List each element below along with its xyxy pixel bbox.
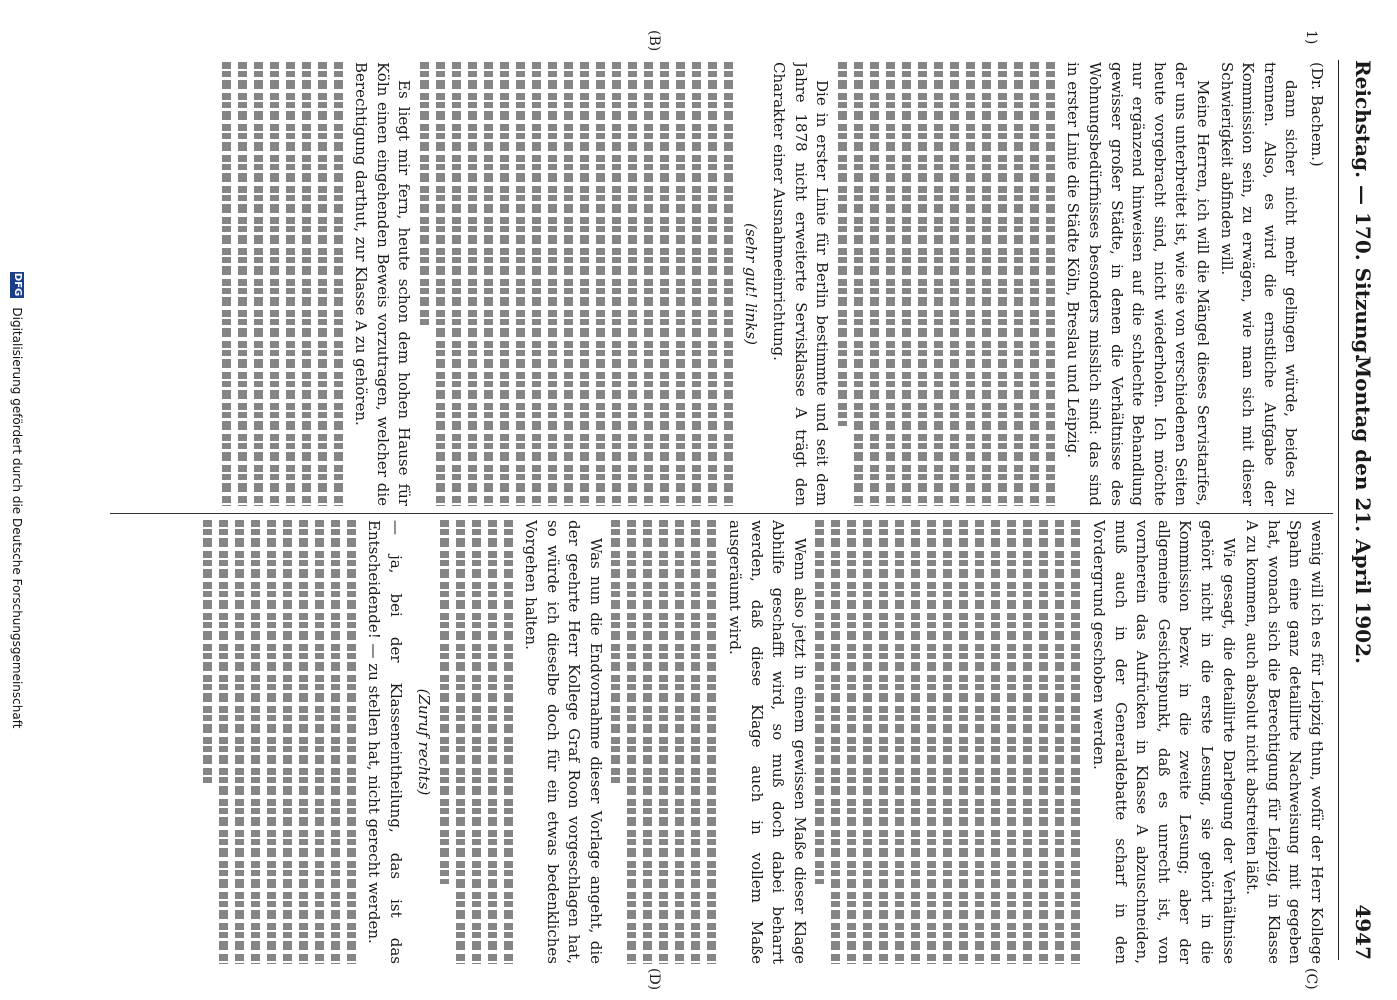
digitization-footer xyxy=(10,0,25,1000)
right-paragraph: Wenn also jetzt in einem gewissen Maße dieser Klage Abhilfe geschafft wird, so muß doch dabei beharrt werden, daß diese Klage auch in vollem Maße ausgeräumt wird. xyxy=(726,520,809,964)
left-paragraph: Die in erster Linie für Berlin bestimmte und seit dem Jahre 1878 nicht erweiterte Servisklasse A trägt den Charakter einer Ausnahmeeinrichtung. xyxy=(770,62,832,506)
header-left-title: Reichstag. — 170. Sitzung. xyxy=(1351,60,1375,361)
interjection: (sehr gut! links) xyxy=(742,222,761,345)
illegible-text-block xyxy=(203,520,356,964)
illegible-text-block xyxy=(612,520,717,964)
illegible-text-block xyxy=(420,62,733,506)
left-paragraph: dann sicher nicht mehr gelingen würde, beides zu trennen. Also, es wird die ernstliche Aufgabe der Kommission sein, zu erwägen, wie man sich mit dieser Schwierigkeit abfinden will. xyxy=(1217,62,1301,506)
page-number: 4947 xyxy=(1351,904,1375,960)
right-column xyxy=(110,520,1327,964)
right-paragraph: Was nun die Endvornahme dieser Vorlage angeht, die der geehrte Herr Kollege Graf Roon vorgeschlagen hat, so würde ich dieselbe doch für ein etwas bedenkliches Vorgehen halten. xyxy=(522,520,605,964)
dfg-logo-icon: DFG xyxy=(12,272,23,297)
marginal-d: (D) xyxy=(646,968,662,991)
footer-note-text: Digitalisierung gefördert durch die Deutsche Forschungsgemeinschaft xyxy=(10,307,25,729)
right-paragraph: Wie gesagt, die detaillirte Darlegung der Verhältnisse gehört nicht in die erste Lesung, sie gehört in die Kommission bezw. in die zweite Lesung; aber der allgemeine Gesichtspunkt, daß es unrecht ist, von vornherein das Aufrücken in Klasse A abzuschneiden, muß auch in der Generaldebatte scharf in den Vordergrund geschoben werden. xyxy=(1090,520,1238,964)
interjection: (Zuruf rechts) xyxy=(414,688,433,796)
left-paragraph: Meine Herren, ich will die Mängel dieses Servistarifes, der uns unterbreitet ist, wie sie von verschiedenen Seiten heute vorgebracht sind, nicht wiederholen. Ich möchte nur ergänzend hinweisen auf die schlechte Behandlung gewisser großer Städte, in denen die Verhältnisse des Wohnungsbedürfnisses besonders misslich sind: das sind in erster Linie die Städte Köln, Breslau und Leipzig. xyxy=(1064,62,1213,506)
page-header xyxy=(1339,60,1379,960)
left-paragraph: Es liegt mir fern, heute schon dem hohen Hause für Köln einen eingehenden Beweis vorzutragen, welcher die Berechtigung darthut, zur Klasse A zu gehören. xyxy=(352,62,414,506)
marginal-c: (C) xyxy=(1303,968,1319,990)
marginal-b: (B) xyxy=(646,30,662,52)
marginal-1: 1) xyxy=(1303,30,1319,45)
right-paragraph: — ja, bei der Klasseneintheilung, das ist das Entscheidende! — zu stellen hat, nicht gerecht werden. xyxy=(365,520,405,964)
illegible-text-block xyxy=(440,520,513,964)
header-date: Montag den 21. April 1902. xyxy=(1351,356,1375,664)
left-column xyxy=(110,62,1327,506)
illegible-text-block xyxy=(222,62,343,506)
illegible-text-block xyxy=(815,520,1080,964)
right-paragraph: wenig will ich es für Leipzig thun, wofür der Herr Kollege Spahn eine ganz detaillirte Nachweisung mit gegeben hat, wonach sich die Berechtigung für Leipzig, in Klasse A zu kommen, auch absolut nicht abstreiten läßt. xyxy=(1243,520,1326,964)
illegible-text-block xyxy=(838,62,1055,506)
header-rule xyxy=(1338,60,1339,960)
speaker-label: (Dr. Bachem.) xyxy=(1308,62,1326,167)
column-divider xyxy=(110,513,1333,514)
